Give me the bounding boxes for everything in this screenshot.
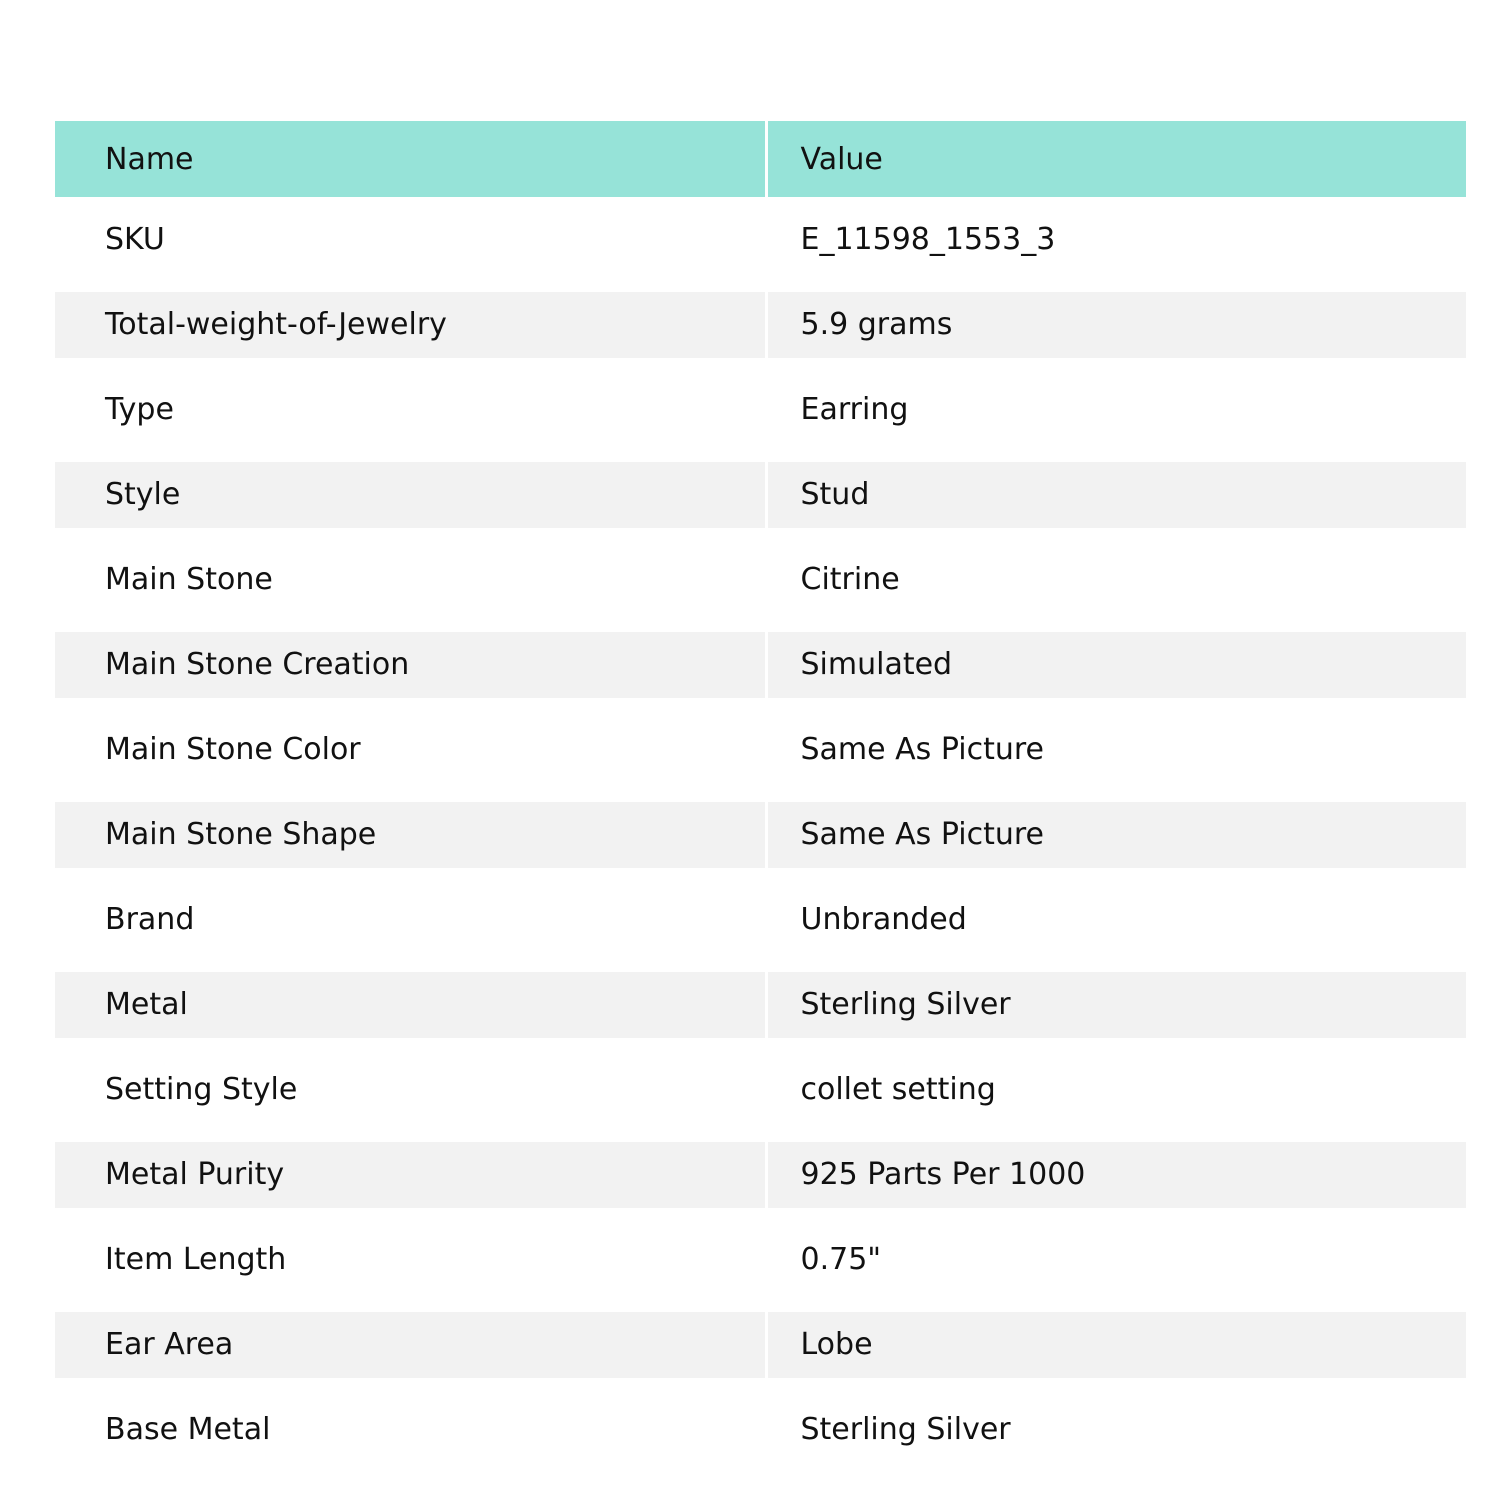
table-row <box>55 877 1466 962</box>
row-name: Metal <box>55 962 766 1047</box>
table-row <box>55 452 1466 537</box>
row-name: Brand <box>55 877 766 962</box>
header-name: Name <box>55 121 766 197</box>
row-name: Main Stone <box>55 537 766 622</box>
row-name: Main Stone Creation <box>55 622 766 707</box>
table-row <box>55 1217 1466 1302</box>
row-value: Unbranded <box>800 902 967 937</box>
row-name: Base Metal <box>55 1387 766 1472</box>
row-name: Total-weight-of-Jewelry <box>55 282 766 367</box>
row-value: 925 Parts Per 1000 <box>766 1132 1466 1217</box>
row-value: 5.9 grams <box>766 282 1466 367</box>
product-specs-table <box>55 121 1466 1472</box>
row-value: Sterling Silver <box>766 962 1466 1047</box>
row-name: SKU <box>55 197 766 282</box>
row-name: Main Stone Color <box>55 707 766 792</box>
table-row <box>55 1302 1466 1387</box>
row-value: Citrine <box>800 562 900 597</box>
row-value: 0.75" <box>800 1242 882 1277</box>
row-value: Same As Picture <box>800 732 1045 767</box>
table-row <box>55 707 1466 792</box>
row-name: Setting Style <box>55 1047 766 1132</box>
row-name: Metal Purity <box>55 1132 766 1217</box>
row-name: Main Stone Shape <box>55 792 766 877</box>
header-value: Value <box>800 141 883 177</box>
table-row <box>55 1132 1466 1217</box>
row-name: Item Length <box>55 1217 766 1302</box>
row-name: Style <box>55 452 766 537</box>
table-row <box>55 367 1466 452</box>
row-value: Earring <box>800 392 909 427</box>
row-value: Sterling Silver <box>800 1412 1011 1447</box>
row-value: Same As Picture <box>766 792 1466 877</box>
row-name: Ear Area <box>55 1302 766 1387</box>
row-value: E_11598_1553_3 <box>800 222 1056 257</box>
table-body <box>55 197 1466 1472</box>
table-row <box>55 282 1466 367</box>
table-row <box>55 1047 1466 1132</box>
table-row <box>55 197 1466 282</box>
table-row <box>55 962 1466 1047</box>
row-value: collet setting <box>800 1072 996 1107</box>
table-row <box>55 537 1466 622</box>
table-header <box>55 121 1466 197</box>
row-value: Simulated <box>766 622 1466 707</box>
header-row <box>55 121 1466 197</box>
table-row <box>55 1387 1466 1472</box>
table-row <box>55 792 1466 877</box>
row-name: Type <box>55 367 766 452</box>
row-value: Lobe <box>766 1302 1466 1387</box>
table-row <box>55 622 1466 707</box>
row-value: Stud <box>766 452 1466 537</box>
